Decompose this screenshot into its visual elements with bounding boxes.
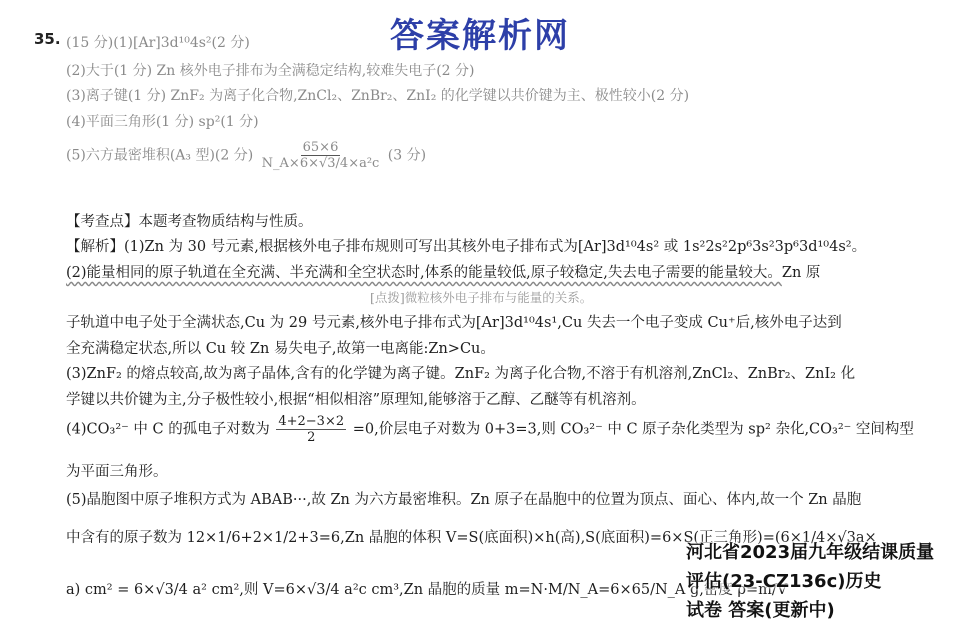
answer-5-suffix: (3 分) [387, 147, 427, 164]
analysis-p7 [66, 414, 914, 445]
answer-line-4: (4)平面三角形(1 分) sp²(1 分) [66, 114, 259, 130]
analysis-p3: 子轨道中电子处于全满状态,Cu 为 29 号元素,核外电子排布式为[Ar]3d¹⁰4s¹,Cu 失去一个电子变成 Cu⁺后,核外电子达到 [66, 315, 842, 331]
analysis-p9: (5)晶胞图中原子堆积方式为 ABAB···,故 Zn 为六方最密堆积。Zn 原子在晶胞中的位置为顶点、面心、体内,故一个 Zn 晶胞 [66, 492, 862, 508]
lone-pair-numerator: 4+2−3×2 [278, 414, 345, 429]
analysis-p6: 学键以共价键为主,分子极性较小,根据“相似相溶”原理知,能够溶于乙醇、乙醚等有机溶剂。 [66, 392, 646, 408]
analysis-p10: 中含有的原子数为 12×1/6+2×1/2+3=6,Zn 晶胞的体积 V=S(底面积)×h(高),S(底面积)=6×S(正三角形)=(6×1/4×√3a× [66, 530, 877, 546]
answer-5-prefix: (5)六方最密堆积(A₃ 型)(2 分) [66, 147, 254, 164]
caption-line-1: 河北省2023届九年级结课质量 [686, 542, 935, 563]
tip-note: [点拨]微粒核外电子排布与能量的关系。 [370, 290, 593, 305]
analysis-p1: 【解析】(1)Zn 为 30 号元素,根据核外电子排布规则可写出其核外电子排布式为[Ar]3d¹⁰4s² 或 1s²2s²2p⁶3s²3p⁶3d¹⁰4s²。 [66, 239, 867, 255]
analysis-p7-end: =0,价层电子对数为 0+3=3,则 CO₃²⁻ 中 C 原子杂化类型为 sp² 杂化,CO₃²⁻ 空间构型 [352, 421, 914, 438]
watermark: 答案解析网 [390, 16, 570, 56]
analysis-p11: a) cm² = 6×√3/4 a² cm²,则 V=6×√3/4 a²c cm³,Zn 晶胞的质量 m=N·M/N_A=6×65/N_A g,密度 ρ=m/V [66, 582, 788, 598]
analysis-p5: (3)ZnF₂ 的熔点较高,故为离子晶体,含有的化学键为离子键。ZnF₂ 为离子化合物,不溶于有机溶剂,ZnCl₂、ZnBr₂、ZnI₂ 化 [66, 366, 856, 382]
analysis-p8: 为平面三角形。 [66, 464, 168, 480]
analysis-p7-start: (4)CO₃²⁻ 中 C 的孤电子对数为 [66, 421, 270, 438]
answer-line-5 [66, 140, 426, 171]
analysis-p4: 全充满稳定状态,所以 Cu 较 Zn 易失电子,故第一电离能:Zn>Cu。 [66, 341, 495, 357]
answer-5-numerator: 65×6 [302, 140, 339, 155]
caption-line-3: 试卷 答案(更新中) [686, 600, 835, 621]
answer-5-denominator: N_A×6×√3/4×a²c [261, 156, 380, 171]
answer-5-fraction [260, 140, 382, 171]
analysis-point: 【考查点】本题考查物质结构与性质。 [66, 214, 313, 230]
answer-line-1: (15 分)(1)[Ar]3d¹⁰4s²(2 分) [66, 35, 250, 51]
caption-overlay [686, 538, 966, 625]
lone-pair-fraction [276, 414, 346, 445]
question-number: 35. [34, 30, 61, 48]
analysis-p2-tail: Zn 原 [781, 265, 821, 281]
answer-line-3: (3)离子键(1 分) ZnF₂ 为离子化合物,ZnCl₂、ZnBr₂、ZnI₂ 的化学键以共价键为主、极性较小(2 分) [66, 88, 690, 104]
answer-line-2: (2)大于(1 分) Zn 核外电子排布为全满稳定结构,较难失电子(2 分) [66, 63, 475, 79]
caption-line-2: 评估(23-CZ136c)历史 [686, 571, 882, 592]
analysis-p2 [66, 261, 820, 282]
lone-pair-denominator: 2 [307, 430, 316, 445]
analysis-p2-underlined: (2)能量相同的原子轨道在全充满、半充满和全空状态时,体系的能量较低,原子较稳定,失去电子需要的能量较大。 [66, 265, 782, 281]
